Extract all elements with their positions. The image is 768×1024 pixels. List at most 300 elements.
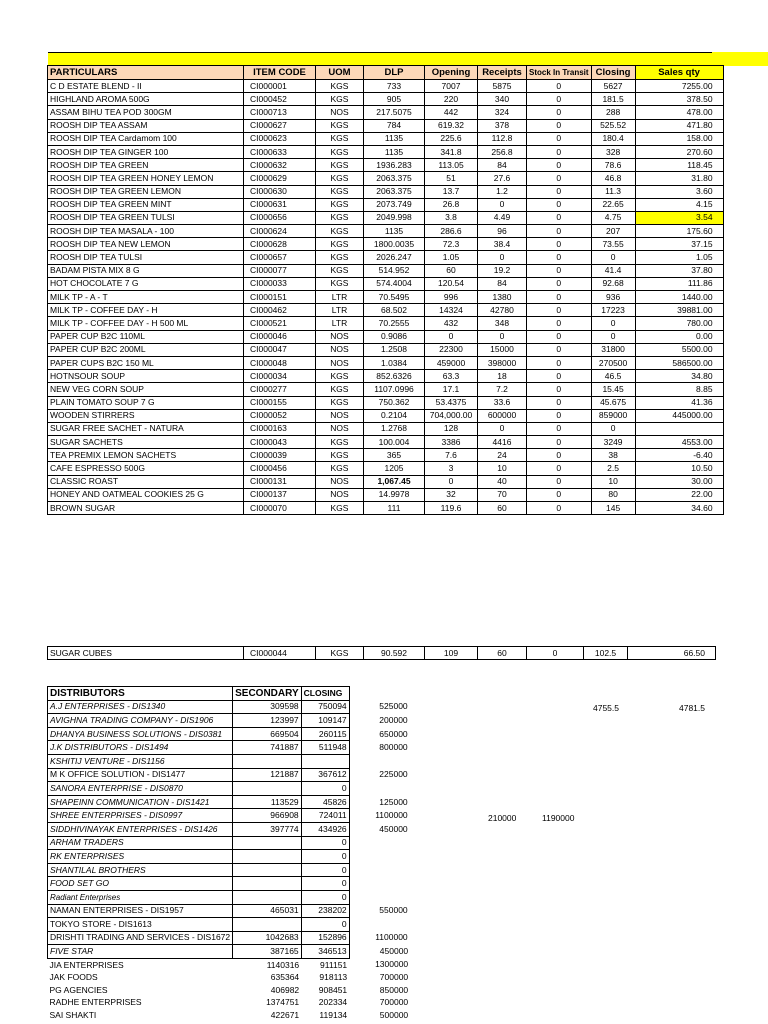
table-cell: 1140316 <box>266 959 300 970</box>
table-cell: CI000137 <box>244 488 316 501</box>
table-row <box>48 877 415 891</box>
table-cell: CI000633 <box>244 145 316 158</box>
table-cell: 905 <box>364 93 425 106</box>
table-cell: 0 <box>527 502 592 515</box>
table-row <box>48 727 415 741</box>
table-cell: 10 <box>591 475 635 488</box>
table-cell: CI000623 <box>244 132 316 145</box>
table-cell: 145 <box>591 502 635 515</box>
table-cell: 1135 <box>364 145 425 158</box>
table-cell: 0 <box>591 422 635 435</box>
table-cell: 0 <box>478 198 527 211</box>
table-cell: 66.50 <box>628 647 716 660</box>
table-row <box>48 422 724 435</box>
table-cell: 46.5 <box>591 370 635 383</box>
table-cell: 635364 <box>270 972 300 983</box>
table-cell: 574.4004 <box>364 277 425 290</box>
table-cell: A.J ENTERPRISES - DIS1340 <box>48 700 233 714</box>
table-cell: 175.60 <box>635 225 723 238</box>
table-cell: 406982 <box>270 984 300 995</box>
table-cell: 30.00 <box>635 475 723 488</box>
table-cell: 0 <box>527 225 592 238</box>
table-cell: 256.8 <box>478 145 527 158</box>
table-row <box>48 304 724 317</box>
table-cell: NOS <box>316 409 364 422</box>
table-cell: 31.80 <box>635 172 723 185</box>
table-cell: J.K DISTRIBUTORS - DIS1494 <box>48 741 233 755</box>
table-cell: CAFE ESPRESSO 500G <box>48 462 244 475</box>
table-cell <box>635 422 723 435</box>
table-cell: 365 <box>364 449 425 462</box>
table-cell <box>233 782 302 796</box>
table-cell: NOS <box>316 488 364 501</box>
table-cell: CI000462 <box>244 304 316 317</box>
table-cell: MILK TP - A - T <box>48 291 244 304</box>
table-row <box>48 984 415 997</box>
table-cell: SUGAR CUBES <box>48 647 244 660</box>
table-cell: 0 <box>527 330 592 343</box>
table-cell: CI000656 <box>244 211 316 224</box>
table-cell: 17.1 <box>425 383 478 396</box>
column-header: ITEM CODE <box>244 66 316 80</box>
table-cell: 70 <box>478 488 527 501</box>
table-cell: 471.80 <box>635 119 723 132</box>
table-cell: 0 <box>301 877 349 891</box>
table-cell: 700000 <box>379 972 409 983</box>
table-row <box>48 370 724 383</box>
table-cell: 72.3 <box>425 238 478 251</box>
table-cell: 68.502 <box>364 304 425 317</box>
table-cell: 2073.749 <box>364 198 425 211</box>
table-cell: 600000 <box>478 409 527 422</box>
table-cell: 0 <box>527 356 592 369</box>
table-cell: CI000629 <box>244 172 316 185</box>
table-cell: CI000452 <box>244 93 316 106</box>
column-header: DISTRIBUTORS <box>48 687 233 701</box>
table-cell: 340 <box>478 93 527 106</box>
distributors-header <box>48 687 415 701</box>
table-cell: 113529 <box>233 795 302 809</box>
table-cell: 15.45 <box>591 383 635 396</box>
table-row <box>48 251 724 264</box>
table-cell: 70.2555 <box>364 317 425 330</box>
table-cell: 39881.00 <box>635 304 723 317</box>
table-cell: 14.9978 <box>364 488 425 501</box>
table-cell: KGS <box>316 80 364 93</box>
table-cell: SIDDHIVINAYAK ENTERPRISES - DIS1426 <box>48 822 233 836</box>
table-cell: 26.8 <box>425 198 478 211</box>
table-cell: 378.50 <box>635 93 723 106</box>
table-cell: CI000033 <box>244 277 316 290</box>
table-cell: RK ENTERPRISES <box>48 850 233 864</box>
table-cell: 225000 <box>379 769 408 780</box>
table-cell: 0 <box>425 475 478 488</box>
table-row <box>48 449 724 462</box>
stock-table-header <box>48 66 724 80</box>
table-row <box>48 904 415 918</box>
table-cell: 4416 <box>478 436 527 449</box>
table-row <box>48 145 724 158</box>
table-cell: 733 <box>364 80 425 93</box>
column-header: Closing <box>591 66 635 80</box>
table-cell: PAPER CUP B2C 110ML <box>48 330 244 343</box>
table-cell: 92.68 <box>591 277 635 290</box>
table-cell: 346513 <box>301 945 349 959</box>
table-cell: CI000039 <box>244 449 316 462</box>
table-row <box>48 768 415 782</box>
table-cell: LTR <box>316 304 364 317</box>
table-cell: CI000631 <box>244 198 316 211</box>
table-cell: ROOSH DIP TEA GREEN MINT <box>48 198 244 211</box>
table-cell: BADAM PISTA MIX 8 G <box>48 264 244 277</box>
table-cell: 33.6 <box>478 396 527 409</box>
table-cell: 18 <box>478 370 527 383</box>
table-cell: CI000624 <box>244 225 316 238</box>
table-cell: 0 <box>527 198 592 211</box>
table-cell: 5875 <box>478 80 527 93</box>
table-cell: 0 <box>527 185 592 198</box>
table-cell: 15000 <box>478 343 527 356</box>
table-cell: 119.6 <box>425 502 478 515</box>
table-cell: 27.6 <box>478 172 527 185</box>
table-cell: 128 <box>425 422 478 435</box>
table-cell: 90.592 <box>364 647 425 660</box>
table-cell: 0 <box>478 330 527 343</box>
table-cell: 4.75 <box>591 211 635 224</box>
table-row <box>48 291 724 304</box>
table-cell: 5500.00 <box>635 343 723 356</box>
table-cell: 700000 <box>379 997 409 1008</box>
table-cell: 7.6 <box>425 449 478 462</box>
table-row <box>48 330 724 343</box>
table-cell <box>233 850 302 864</box>
table-cell: 0 <box>527 145 592 158</box>
table-cell: ROOSH DIP TEA GINGER 100 <box>48 145 244 158</box>
table-cell: CI000034 <box>244 370 316 383</box>
table-cell <box>233 863 302 877</box>
table-cell: KGS <box>316 370 364 383</box>
table-cell: 123997 <box>233 714 302 728</box>
table-cell: NAMAN ENTERPRISES - DIS1957 <box>48 904 233 918</box>
table-cell: 378 <box>478 119 527 132</box>
table-cell: 450000 <box>379 823 408 834</box>
table-cell: 1135 <box>364 132 425 145</box>
table-cell: BROWN SUGAR <box>48 502 244 515</box>
table-cell: 525000 <box>379 701 408 712</box>
table-cell: 0 <box>527 172 592 185</box>
table-cell: 442 <box>425 106 478 119</box>
table-cell: CI000632 <box>244 159 316 172</box>
table-cell: HIGHLAND AROMA 500G <box>48 93 244 106</box>
table-cell: 63.3 <box>425 370 478 383</box>
table-cell: 0.9086 <box>364 330 425 343</box>
table-row <box>48 782 415 796</box>
table-cell: 152896 <box>301 931 349 945</box>
table-cell: 367612 <box>301 768 349 782</box>
table-cell: 112.8 <box>478 132 527 145</box>
table-cell: CI000044 <box>244 647 316 660</box>
table-cell: 434926 <box>301 822 349 836</box>
table-cell: 200000 <box>379 714 408 725</box>
table-cell: 432 <box>425 317 478 330</box>
table-cell: 0 <box>527 106 592 119</box>
table-cell: 1135 <box>364 225 425 238</box>
table-cell: 0 <box>527 251 592 264</box>
table-cell: 0 <box>527 436 592 449</box>
table-cell: SUGAR FREE SACHET - NATURA <box>48 422 244 435</box>
table-row <box>48 409 724 422</box>
table-row <box>48 172 724 185</box>
table-cell: 2063.375 <box>364 172 425 185</box>
table-cell: 1107.0996 <box>364 383 425 396</box>
table-cell: 0 <box>591 251 635 264</box>
table-cell: 41.36 <box>635 396 723 409</box>
table-cell: KGS <box>316 647 364 660</box>
table-cell <box>233 918 302 932</box>
table-row <box>48 264 724 277</box>
table-cell: DRISHTI TRADING AND SERVICES - DIS1672 <box>48 931 233 945</box>
column-header: Opening <box>425 66 478 80</box>
table-cell: 2063.375 <box>364 185 425 198</box>
table-cell: 0 <box>527 211 592 224</box>
table-cell: 1042683 <box>233 931 302 945</box>
table-cell: 46.8 <box>591 172 635 185</box>
table-cell: 1.2508 <box>364 343 425 356</box>
table-cell: JIA ENTERPRISES <box>49 959 124 970</box>
table-cell: 207 <box>591 225 635 238</box>
table-cell: SHREE ENTERPRISES - DIS0997 <box>48 809 233 823</box>
table-cell: 0 <box>527 80 592 93</box>
table-row <box>48 502 724 515</box>
table-cell: TEA PREMIX LEMON SACHETS <box>48 449 244 462</box>
column-header: UOM <box>316 66 364 80</box>
table-cell: 45.675 <box>591 396 635 409</box>
table-cell: ROOSH DIP TEA NEW LEMON <box>48 238 244 251</box>
table-cell: 45826 <box>301 795 349 809</box>
table-cell: ROOSH DIP TEA GREEN HONEY LEMON <box>48 172 244 185</box>
table-cell: KGS <box>316 396 364 409</box>
table-row <box>48 700 415 714</box>
table-cell: 7007 <box>425 80 478 93</box>
table-cell: 328 <box>591 145 635 158</box>
table-cell: CI000628 <box>244 238 316 251</box>
table-cell: CI000155 <box>244 396 316 409</box>
table-cell: 445000.00 <box>635 409 723 422</box>
table-row <box>48 809 415 823</box>
table-cell: 37.80 <box>635 264 723 277</box>
table-cell: 180.4 <box>591 132 635 145</box>
table-cell: ROOSH DIP TEA MASALA - 100 <box>48 225 244 238</box>
table-cell: 0.00 <box>635 330 723 343</box>
table-cell: SHANTILAL BROTHERS <box>48 863 233 877</box>
table-cell: 288 <box>591 106 635 119</box>
table-cell: FOOD SET GO <box>48 877 233 891</box>
table-row <box>48 383 724 396</box>
table-cell: FIVE STAR <box>48 945 233 959</box>
table-cell: SHAPEINN COMMUNICATION - DIS1421 <box>48 795 233 809</box>
table-cell: 936 <box>591 291 635 304</box>
table-row <box>48 890 415 904</box>
table-cell: 348 <box>478 317 527 330</box>
table-cell: ROOSH DIP TEA TULSI <box>48 251 244 264</box>
table-cell: CI000657 <box>244 251 316 264</box>
table-cell: 0.2104 <box>364 409 425 422</box>
table-cell: 1374751 <box>266 997 300 1008</box>
table-cell: 0 <box>527 647 584 660</box>
table-cell: 22.65 <box>591 198 635 211</box>
table-row <box>48 198 724 211</box>
table-cell: 0 <box>527 422 592 435</box>
table-cell: 220 <box>425 93 478 106</box>
table-cell: 38 <box>591 449 635 462</box>
table-row <box>48 1009 415 1022</box>
table-cell: KGS <box>316 449 364 462</box>
table-cell: 111 <box>364 502 425 515</box>
table-row <box>48 754 415 768</box>
table-cell <box>233 877 302 891</box>
column-header: DLP <box>364 66 425 80</box>
table-cell: 78.6 <box>591 159 635 172</box>
table-cell: HOTNSOUR SOUP <box>48 370 244 383</box>
column-header: Sales qty <box>635 66 723 80</box>
table-cell: KGS <box>316 264 364 277</box>
table-cell: 2026.247 <box>364 251 425 264</box>
table-cell: NOS <box>316 330 364 343</box>
table-cell: 118.45 <box>635 159 723 172</box>
table-cell: ROOSH DIP TEA ASSAM <box>48 119 244 132</box>
table-cell: 38.4 <box>478 238 527 251</box>
table-cell: 0 <box>527 462 592 475</box>
table-cell: 1300000 <box>375 959 409 970</box>
table-cell: 42780 <box>478 304 527 317</box>
table-cell: SAI SHAKTI <box>49 1010 97 1021</box>
table-cell: NEW VEG CORN SOUP <box>48 383 244 396</box>
side-value: 1190000 <box>542 813 575 823</box>
table-cell: 0 <box>301 863 349 877</box>
table-row <box>48 225 724 238</box>
table-cell: CI000151 <box>244 291 316 304</box>
table-cell: 217.5075 <box>364 106 425 119</box>
table-cell: 800000 <box>379 742 408 753</box>
table-cell: LTR <box>316 291 364 304</box>
table-cell: 0 <box>478 251 527 264</box>
table-row <box>48 119 724 132</box>
table-cell: 14324 <box>425 304 478 317</box>
table-cell: 0 <box>527 449 592 462</box>
table-cell: 70.5495 <box>364 291 425 304</box>
table-cell: 202334 <box>318 997 348 1008</box>
column-header: CLOSING <box>301 687 349 701</box>
table-cell: 111.86 <box>635 277 723 290</box>
table-cell: KGS <box>316 251 364 264</box>
table-cell: 31800 <box>591 343 635 356</box>
table-cell: ROOSH DIP TEA Cardamom 100 <box>48 132 244 145</box>
table-row <box>48 863 415 877</box>
table-cell: 3.54 <box>635 211 723 224</box>
table-cell: KGS <box>316 145 364 158</box>
table-cell <box>349 863 414 877</box>
table-cell: KGS <box>316 185 364 198</box>
table-cell: 1205 <box>364 462 425 475</box>
table-cell: 398000 <box>478 356 527 369</box>
table-row <box>48 850 415 864</box>
table-cell: 0 <box>527 277 592 290</box>
table-cell: 0 <box>301 836 349 850</box>
table-cell: 0 <box>527 238 592 251</box>
table-cell: 0 <box>527 370 592 383</box>
table-cell: 80 <box>591 488 635 501</box>
table-cell: 60 <box>478 502 527 515</box>
table-cell: 1,067.45 <box>364 475 425 488</box>
table-cell: KGS <box>316 238 364 251</box>
table-cell: 911151 <box>320 959 348 970</box>
table-cell: 0 <box>301 850 349 864</box>
table-cell: 704,000.00 <box>425 409 478 422</box>
table-cell: 0 <box>527 396 592 409</box>
table-cell: 22300 <box>425 343 478 356</box>
table-cell: 1.0384 <box>364 356 425 369</box>
table-cell <box>349 782 414 796</box>
table-cell: 0 <box>527 409 592 422</box>
table-cell <box>349 836 414 850</box>
table-cell: KGS <box>316 132 364 145</box>
table-cell <box>349 850 414 864</box>
table-cell: 918113 <box>319 972 348 983</box>
table-cell: KGS <box>316 159 364 172</box>
table-cell: 341.8 <box>425 145 478 158</box>
table-cell: CI000456 <box>244 462 316 475</box>
table-cell: 7.2 <box>478 383 527 396</box>
table-cell: 0 <box>527 132 592 145</box>
table-row <box>48 317 724 330</box>
table-cell: 0 <box>527 383 592 396</box>
table-cell: 19.2 <box>478 264 527 277</box>
table-row <box>48 931 415 945</box>
table-cell: PAPER CUP B2C 200ML <box>48 343 244 356</box>
table-cell: 650000 <box>379 728 408 739</box>
side-value: 4755.5 <box>593 703 619 713</box>
table-cell: HOT CHOCOLATE 7 G <box>48 277 244 290</box>
table-cell: JAK FOODS <box>49 972 98 983</box>
table-cell: 1100000 <box>375 932 408 943</box>
table-cell: 741887 <box>233 741 302 755</box>
table-cell: CLASSIC ROAST <box>48 475 244 488</box>
table-cell: 0 <box>591 330 635 343</box>
table-row <box>48 93 724 106</box>
table-cell: 478.00 <box>635 106 723 119</box>
side-value: 4781.5 <box>679 703 705 713</box>
table-cell: 32 <box>425 488 478 501</box>
table-cell: 1100000 <box>375 810 408 821</box>
table-cell: 1.05 <box>425 251 478 264</box>
table-cell: 0 <box>425 330 478 343</box>
table-cell: 1800.0035 <box>364 238 425 251</box>
table-cell: ROOSH DIP TEA GREEN <box>48 159 244 172</box>
table-cell: KGS <box>316 211 364 224</box>
table-cell: 53.4375 <box>425 396 478 409</box>
table-cell: WOODEN STIRRERS <box>48 409 244 422</box>
table-cell: 550000 <box>379 905 408 916</box>
table-row <box>48 238 724 251</box>
table-cell: 113.05 <box>425 159 478 172</box>
table-cell: 1.2 <box>478 185 527 198</box>
table-cell: 966908 <box>233 809 302 823</box>
table-cell: TOKYO STORE - DIS1613 <box>48 918 233 932</box>
table-row <box>48 159 724 172</box>
table-cell <box>233 836 302 850</box>
sugar-cubes-table <box>47 646 716 660</box>
table-cell: CI000046 <box>244 330 316 343</box>
